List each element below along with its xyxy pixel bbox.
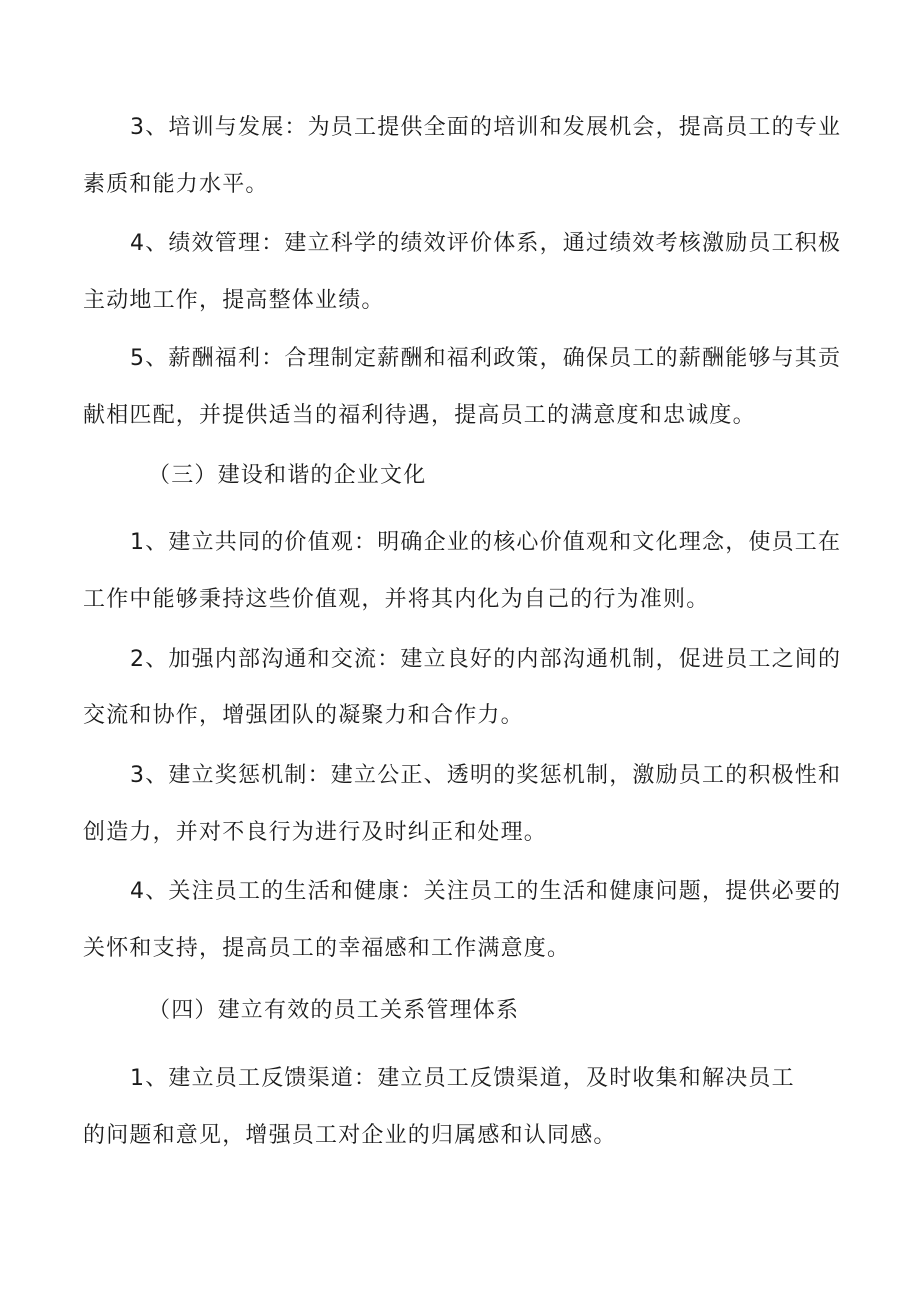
feedback-paragraph-line-2: 的问题和意见，增强员工对企业的归属感和认同感。 [83,1123,617,1148]
compensation-paragraph-line-1: 5、薪酬福利：合理制定薪酬和福利政策，确保员工的薪酬能够与其贡 [130,346,842,371]
training-paragraph-line-1: 3、培训与发展：为员工提供全面的培训和发展机会，提高员工的专业 [130,115,842,140]
reward-paragraph-line-1: 3、建立奖惩机制：建立公正、透明的奖惩机制，激励员工的积极性和 [130,763,842,788]
values-paragraph-line-1: 1、建立共同的价值观：明确企业的核心价值观和文化理念，使员工在 [130,530,842,555]
compensation-paragraph-line-2: 献相匹配，并提供适当的福利待遇，提高员工的满意度和忠诚度。 [83,403,756,428]
section-heading-4: （四）建立有效的员工关系管理体系 [148,998,520,1023]
wellbeing-paragraph-line-1: 4、关注员工的生活和健康：关注员工的生活和健康问题，提供必要的 [130,879,842,904]
wellbeing-paragraph-line-2: 关怀和支持，提高员工的幸福感和工作满意度。 [83,936,571,961]
feedback-paragraph-line-1: 1、建立员工反馈渠道：建立员工反馈渠道，及时收集和解决员工 [130,1066,795,1091]
reward-paragraph-line-2: 创造力，并对不良行为进行及时纠正和处理。 [83,820,548,845]
communication-paragraph-line-1: 2、加强内部沟通和交流：建立良好的内部沟通机制，促进员工之间的 [130,647,842,672]
performance-paragraph-line-1: 4、绩效管理：建立科学的绩效评价体系，通过绩效考核激励员工积极 [130,231,842,256]
values-paragraph-line-2: 工作中能够秉持这些价值观，并将其内化为自己的行为准则。 [83,587,710,612]
section-heading-3: （三）建设和谐的企业文化 [148,463,427,488]
training-paragraph-line-2: 素质和能力水平。 [83,172,269,197]
performance-paragraph-line-2: 主动地工作，提高整体业绩。 [83,288,385,313]
communication-paragraph-line-2: 交流和协作，增强团队的凝聚力和合作力。 [83,703,524,728]
